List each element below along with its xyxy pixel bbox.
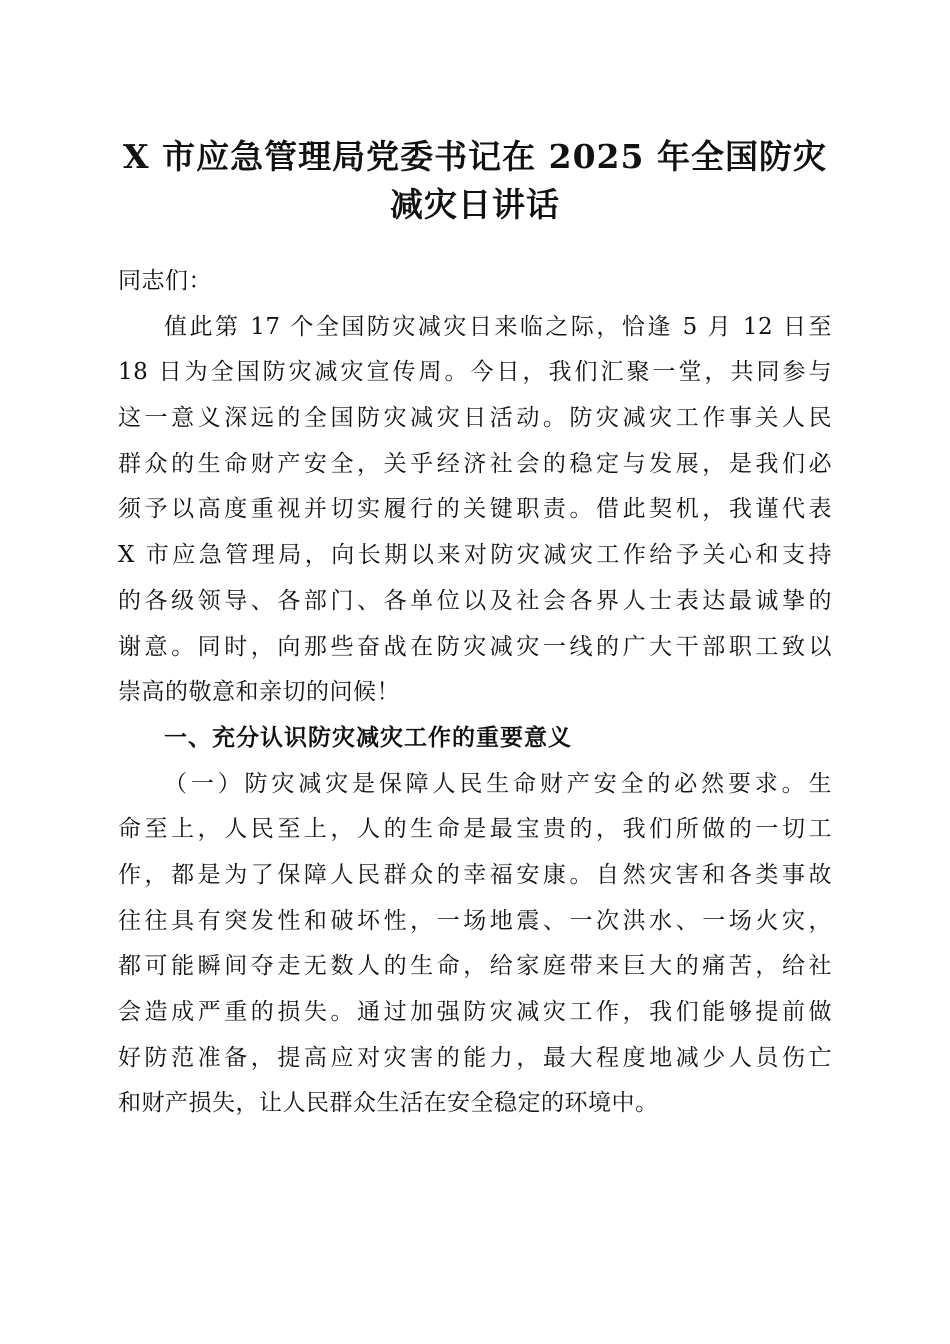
- paragraph-line: 作，都是为了保障人民群众的幸福安康。自然灾害和各类事故: [118, 861, 832, 888]
- document-body: [118, 259, 832, 1127]
- paragraph-line: 谢意。同时，向那些奋战在防灾减灾一线的广大干部职工致以: [118, 633, 832, 660]
- paragraph-line: （一）防灾减灾是保障人民生命财产安全的必然要求。生: [164, 770, 832, 797]
- section-heading: 一、充分认识防灾减灾工作的重要意义: [164, 724, 572, 751]
- title-line: X 市应急管理局党委书记在 2025 年全国防灾: [123, 137, 827, 176]
- title-line: 减灾日讲话: [390, 185, 560, 224]
- document-title: [118, 133, 832, 229]
- paragraph-line: 值此第 17 个全国防灾减灾日来临之际，恰逢 5 月 12 日至: [164, 313, 832, 340]
- paragraph-line: 好防范准备，提高应对灾害的能力，最大程度地减少人员伤亡: [118, 1044, 832, 1071]
- paragraph-opening: [118, 305, 832, 716]
- paragraph-line: 往往具有突发性和破坏性，一场地震、一次洪水、一场火灾，: [118, 907, 832, 934]
- paragraph-section-1-1: [118, 762, 832, 1128]
- paragraph-line: 会造成严重的损失。通过加强防灾减灾工作，我们能够提前做: [118, 999, 832, 1025]
- paragraph-line: X 市应急管理局，向长期以来对防灾减灾工作给予关心和支持: [118, 542, 832, 569]
- paragraph-line: 都可能瞬间夺走无数人的生命，给家庭带来巨大的痛苦，给社: [118, 953, 832, 980]
- paragraph-line: 命至上，人民至上，人的生命是最宝贵的，我们所做的一切工: [118, 816, 832, 843]
- paragraph-line: 崇高的敬意和亲切的问候！: [118, 679, 400, 706]
- greeting: 同志们：: [118, 268, 212, 294]
- paragraph-line: 和财产损失，让人民群众生活在安全稳定的环境中。: [118, 1090, 659, 1117]
- paragraph-line: 的各级领导、各部门、各单位以及社会各界人士表达最诚挚的: [118, 587, 832, 614]
- paragraph-line: 群众的生命财产安全，关乎经济社会的稳定与发展，是我们必: [118, 450, 832, 477]
- paragraph-line: 这一意义深远的全国防灾减灾日活动。防灾减灾工作事关人民: [118, 405, 832, 432]
- paragraph-line: 须予以高度重视并切实履行的关键职责。借此契机，我谨代表: [118, 496, 832, 523]
- paragraph-line: 18 日为全国防灾减灾宣传周。今日，我们汇聚一堂，共同参与: [118, 359, 832, 386]
